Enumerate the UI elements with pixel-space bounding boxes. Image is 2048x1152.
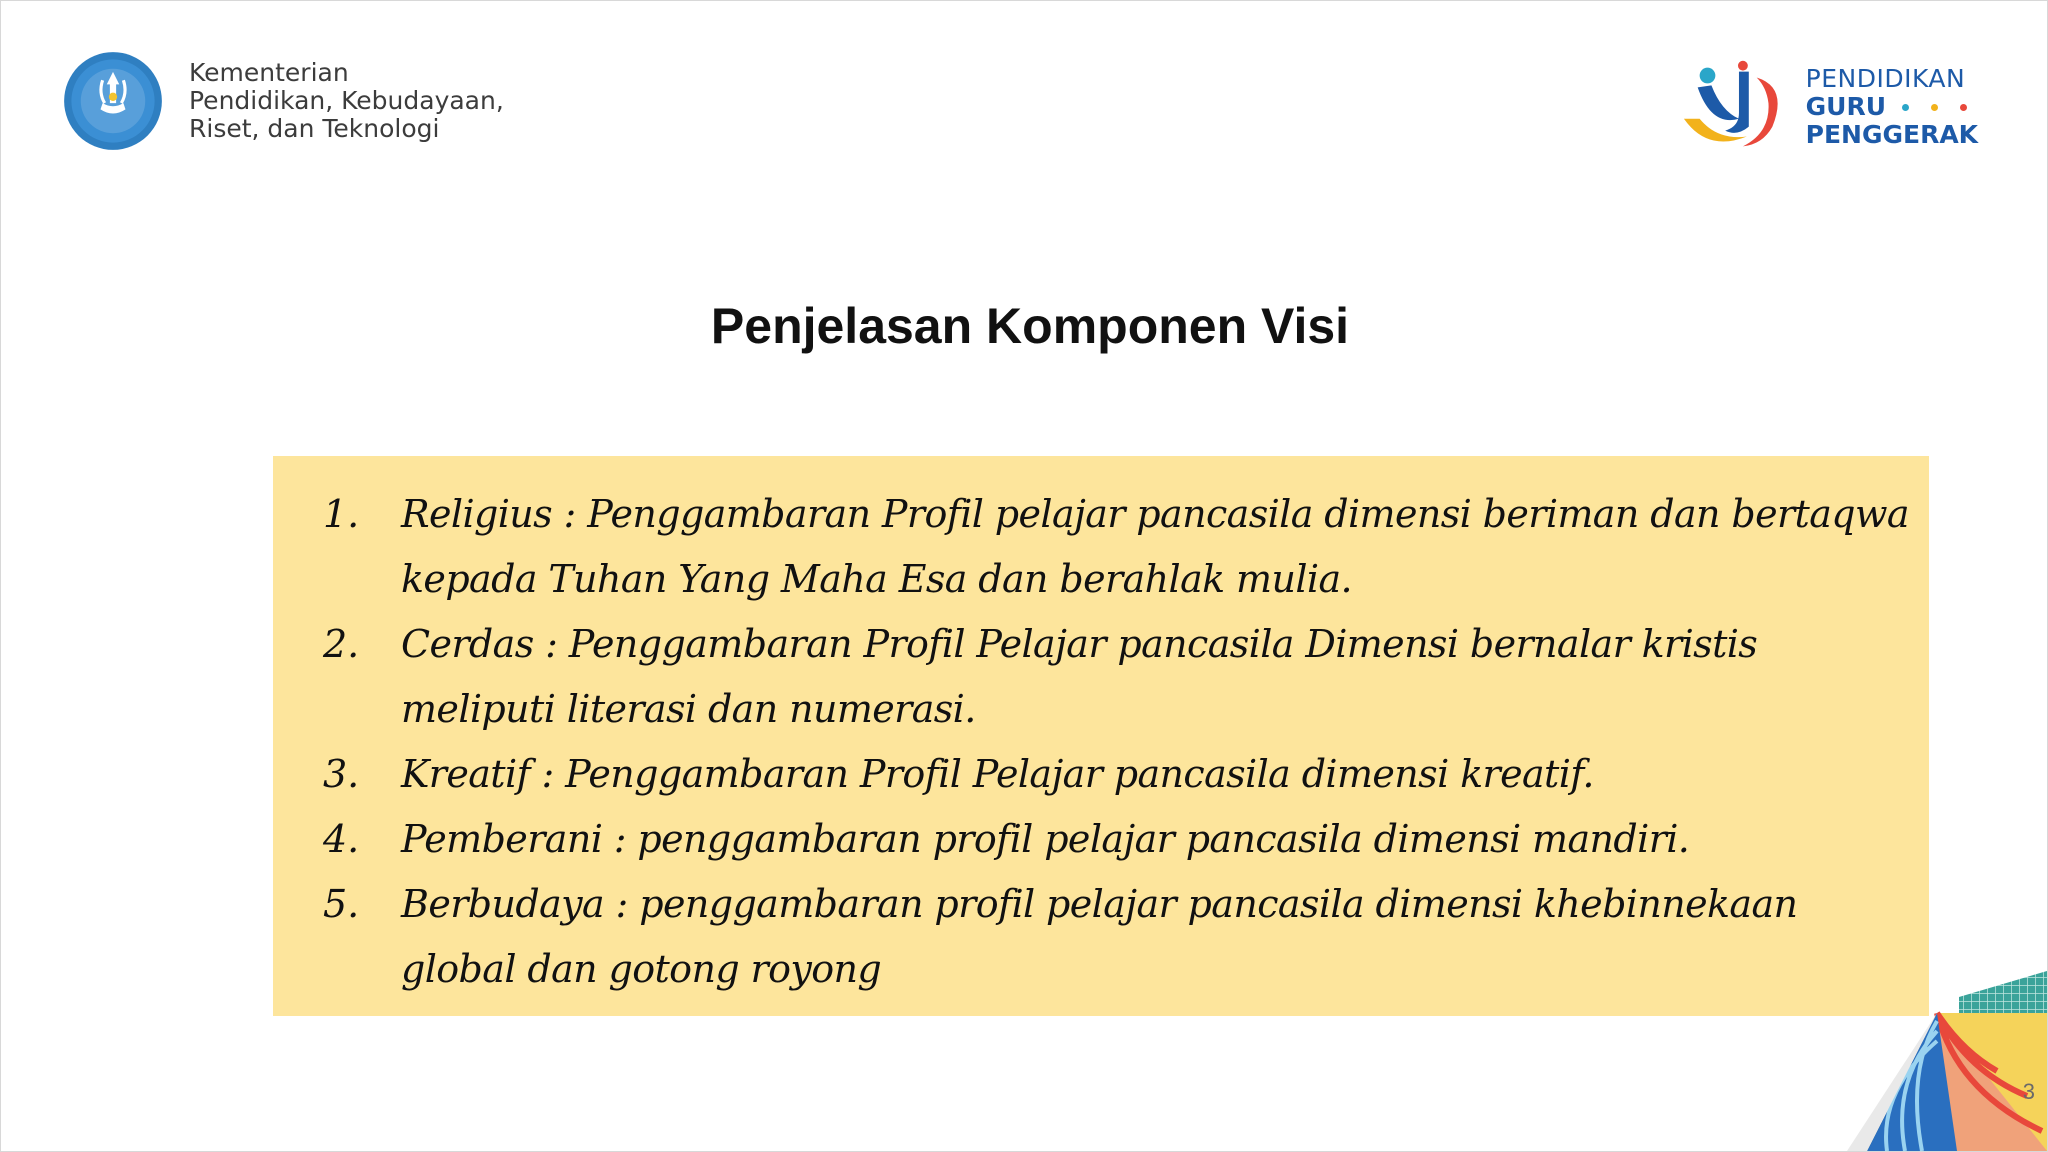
- pgp-dot-2: [1931, 104, 1938, 111]
- page-number: 3: [2022, 1079, 2035, 1104]
- slide-title: Penjelasan Komponen Visi: [710, 298, 1350, 354]
- pgp-line-2: GURU: [1805, 92, 1886, 121]
- list-item-number: 2.: [323, 622, 360, 666]
- ministry-line-3: Riset, dan Teknologi: [189, 114, 440, 143]
- guru-penggerak-wordmark: [1806, 65, 1989, 149]
- list-item-number: 1.: [323, 492, 360, 536]
- list-item: [273, 807, 1909, 872]
- ministry-line-1: Kementerian: [189, 58, 349, 87]
- ministry-name: [189, 59, 504, 143]
- list-item-text: Cerdas : Penggambaran Profil Pelajar pancasila Dimensi bernalar kristis meliputi literasi dan numerasi.: [401, 622, 1758, 731]
- decorative-pattern-corner: [1787, 961, 2047, 1151]
- tut-wuri-handayani-emblem-icon: [61, 49, 165, 153]
- ministry-header: [61, 49, 504, 153]
- list-item-text: Kreatif : Penggambaran Profil Pelajar pancasila dimensi kreatif.: [401, 752, 1594, 796]
- guru-penggerak-logo: [1678, 57, 1989, 157]
- pgp-dot-3: [1960, 104, 1967, 111]
- list-item: [273, 612, 1909, 742]
- list-item-text: Berbudaya : penggambaran profil pelajar pancasila dimensi khebinnekaan global dan gotong royong: [401, 882, 1798, 991]
- pgp-dots: [1902, 104, 1989, 111]
- ministry-line-2: Pendidikan, Kebudayaan,: [189, 86, 504, 115]
- list-item-number: 3.: [323, 752, 360, 796]
- vision-content-box: [273, 456, 1929, 1016]
- pgp-line-2-row: [1806, 93, 1989, 121]
- pgp-line-1: PENDIDIKAN: [1805, 64, 1966, 93]
- list-item-text: Religius : Penggambaran Profil pelajar pancasila dimensi beriman dan bertaqwa kepada Tuhan Yang Maha Esa dan berahlak mulia.: [401, 492, 1909, 601]
- pgp-dot-1: [1902, 104, 1909, 111]
- list-item: [273, 872, 1909, 1002]
- list-item-number: 4.: [323, 817, 360, 861]
- pgp-line-3: PENGGERAK: [1805, 120, 1979, 149]
- list-item: [273, 742, 1909, 807]
- list-item-number: 5.: [323, 882, 360, 926]
- guru-penggerak-mark-icon: [1678, 57, 1796, 157]
- list-item-text: Pemberani : penggambaran profil pelajar pancasila dimensi mandiri.: [401, 817, 1690, 861]
- vision-list: [273, 482, 1909, 1002]
- list-item: [273, 482, 1909, 612]
